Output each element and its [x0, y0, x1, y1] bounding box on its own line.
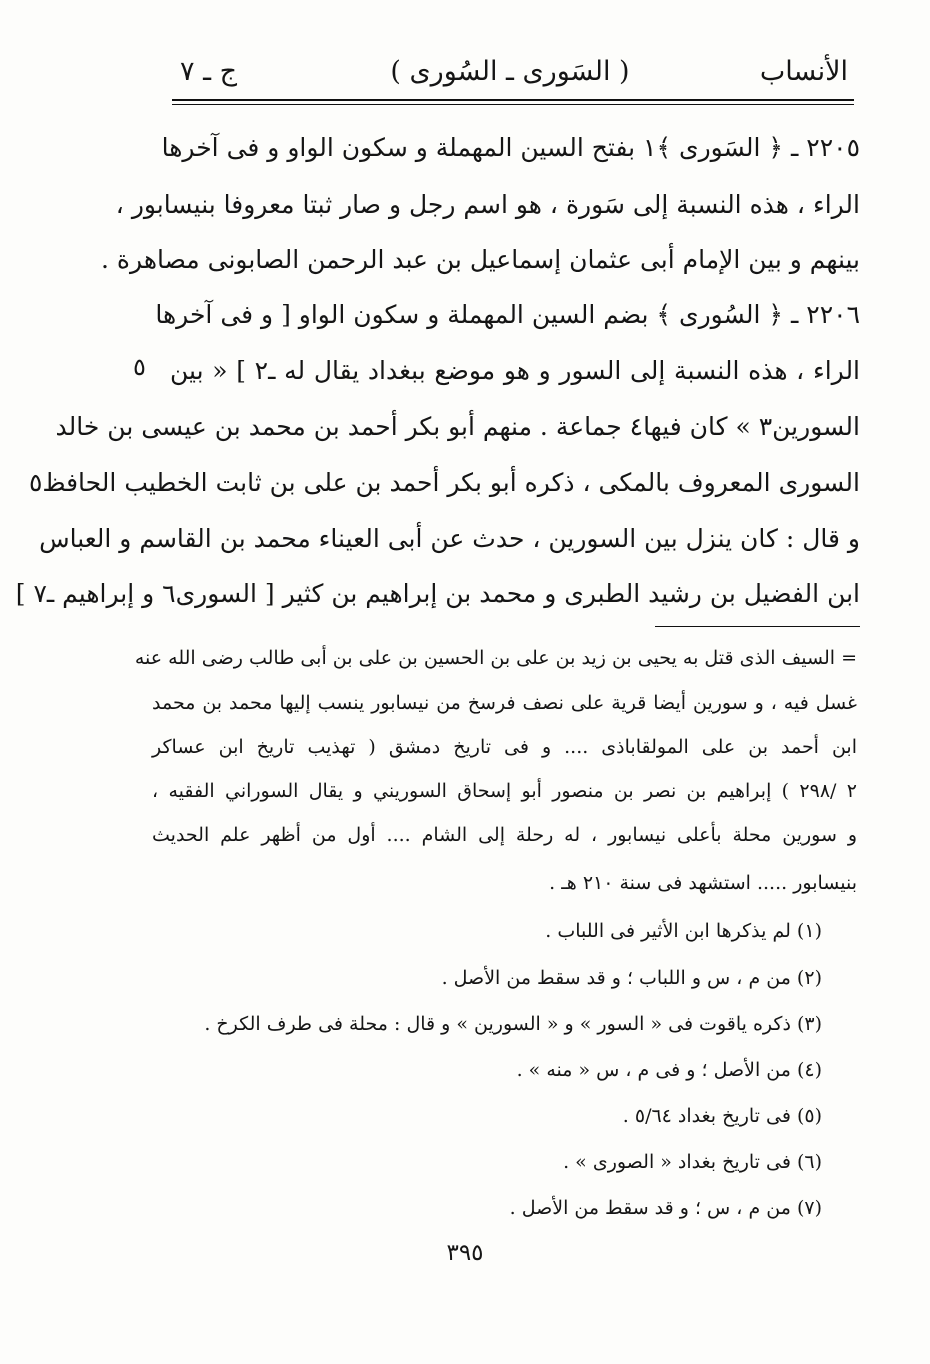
footnote-line: = السيف الذى قتل به يحيى بن زيد بن على بن الحسين بن على بن أبى طالب رضى الله عنه [134, 647, 857, 669]
footnote-line: ٢ /٢٩٨ ) إبراهيم بن نصر بن منصور أبو إسحاق السوريني و يقال السوراني الفقيه ، [152, 780, 857, 802]
body-line: السورين٣ » كان فيها٤ جماعة . منهم أبو بكر أحمد بن محمد بن عيسى بن خالد [55, 412, 860, 441]
header-book-title: الأنساب [759, 56, 848, 87]
footnote-line: غسل فيه ، و سورين أيضا قرية على نصف فرسخ من نيسابور ينسب إليها محمد بن محمد [152, 692, 857, 714]
footnote-5: (٥) فى تاريخ بغداد ٥/٦٤ . [622, 1105, 822, 1127]
header-volume: ج ـ ٧ [180, 56, 238, 87]
footnote-line: بنيسابور ..... استشهد فى سنة ٢١٠ هـ . [549, 872, 857, 894]
footnote-2: (٢) من م ، س و اللباب ؛ و قد سقط من الأصل . [441, 967, 822, 989]
body-line: ٢٢٠٥ ـ ﴿ السَورى ﴾١ بفتح السين المهملة و سكون الواو و فى آخرها [161, 133, 860, 162]
footnote-3: (٣) ذكره ياقوت فى « السور » و « السورين » و قال : محلة فى طرف الكرخ . [204, 1013, 822, 1035]
footnote-6: (٦) فى تاريخ بغداد « الصورى » . [563, 1151, 822, 1173]
header-rule-thick [172, 99, 854, 101]
body-line: الراء ، هذه النسبة إلى سَورة ، هو اسم رجل و صار ثبتا معروفا بنيسابور ، [115, 190, 860, 219]
footnote-line: ابن أحمد بن على المولقاباذى .... و فى تاريخ دمشق ( تهذيب تاريخ ابن عساكر [152, 736, 857, 758]
body-line: ٢٢٠٦ ـ ﴿ السُورى ﴾ بضم السين المهملة و سكون الواو [ و فى آخرها [155, 300, 860, 329]
body-line: الراء ، هذه النسبة إلى السور و هو موضع ببغداد يقال له ـ٢ ] « بين [170, 356, 861, 385]
footnote-1: (١) لم يذكرها ابن الأثير فى اللباب . [545, 920, 822, 942]
body-line: السورى المعروف بالمكى ، ذكره أبو بكر أحمد بن على بن ثابت الخطيب الحافظ٥ [28, 468, 860, 497]
body-line: و قال : كان ينزل بين السورين ، حدث عن أبى العيناء محمد بن القاسم و العباس [39, 524, 860, 553]
body-line: ابن الفضيل بن رشيد الطبرى و محمد بن إبراهيم بن كثير [ السورى٦ و إبراهيم ـ٧ ] [15, 579, 860, 608]
footnote-7: (٧) من م ، س ؛ و قد سقط من الأصل . [509, 1197, 822, 1219]
footnote-separator [655, 626, 860, 627]
page-number: ٣٩٥ [446, 1240, 484, 1266]
footnote-4: (٤) من الأصل ؛ و فى م ، س « منه » . [516, 1059, 822, 1081]
header-rule-thin [172, 104, 854, 105]
header-section-title: ( السَورى ـ السُورى ) [390, 56, 630, 87]
footnote-line: و سورين محلة بأعلى نيسابور ، له رحلة إلى الشام .... أول من أظهر علم الحديث [152, 824, 857, 846]
body-line: بينهم و بين الإمام أبى عثمان إسماعيل بن عبد الرحمن الصابونى مصاهرة . [101, 245, 860, 274]
margin-line-number: ٥ [133, 353, 146, 381]
